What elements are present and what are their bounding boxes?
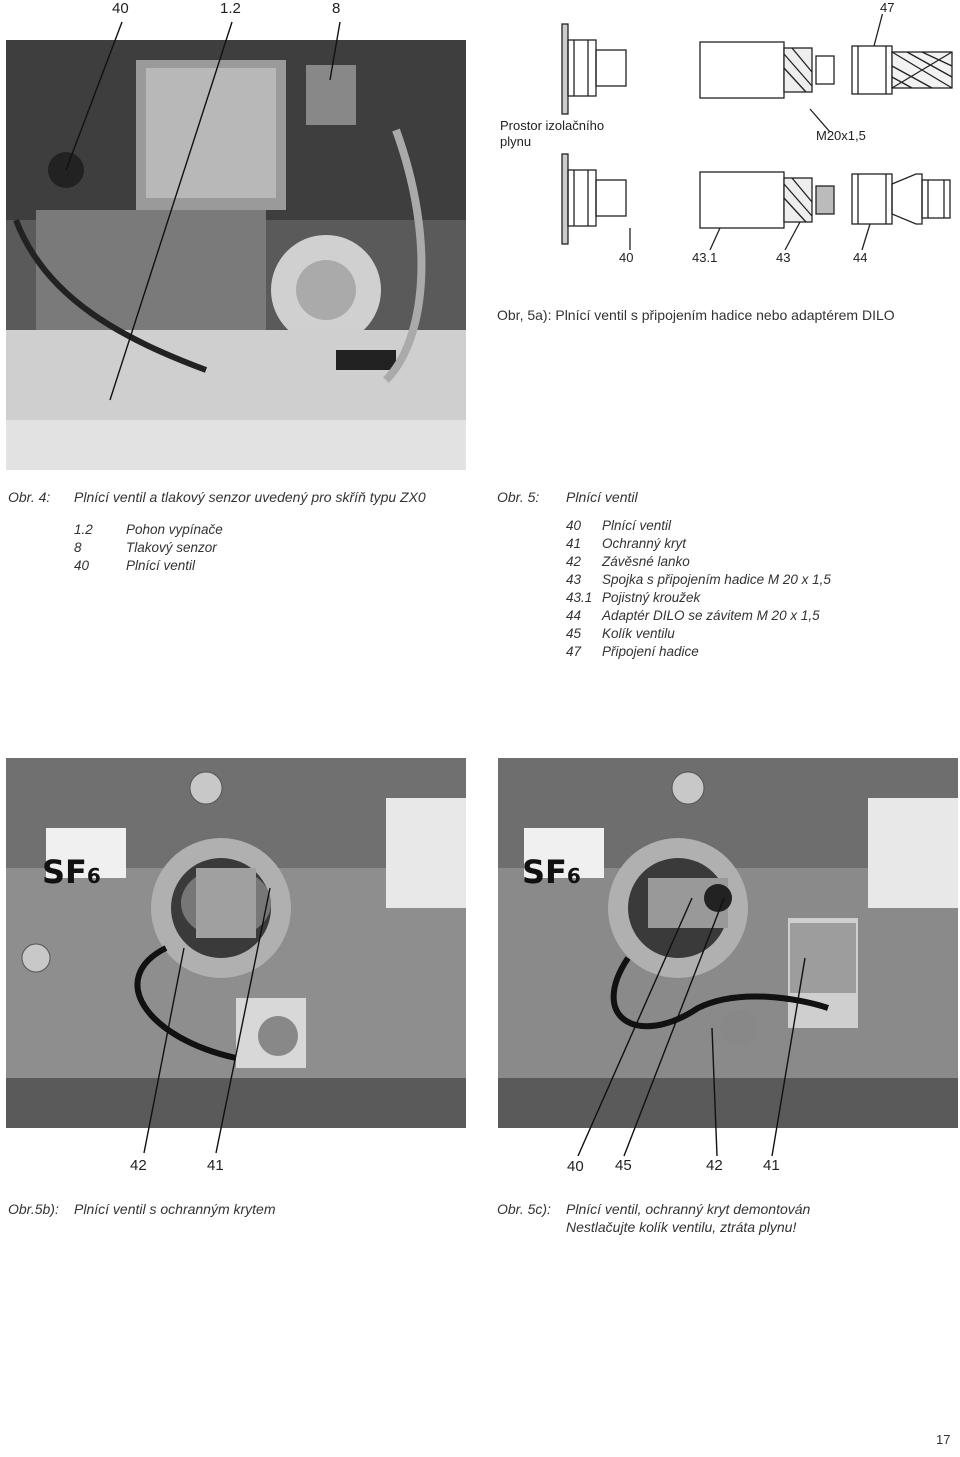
fig5c-caption-line2: Nestlačujte kolík ventilu, ztráta plynu! [566,1219,797,1235]
fig4-callout-8: 8 [332,0,341,17]
legend-num: 47 [566,644,582,659]
fig5a-callout-43-1: 43.1 [692,250,718,265]
fig5-legend [566,517,831,661]
legend-num: 44 [566,608,582,623]
fig4-callout-1-2: 1.2 [220,0,241,17]
fig4-caption-text: Plnící ventil a tlakový senzor uvedený pro skříň typu ZX0 [74,489,426,505]
legend-text: Spojka s připojením hadice M 20 x 1,5 [602,572,831,587]
fig5a-callout-44: 44 [853,250,868,265]
fig4-leader-lines [0,0,480,480]
fig5a-caption: Obr, 5a): Plnící ventil s připojením hadice nebo adaptérem DILO [497,307,895,323]
fig5b-caption-label: Obr.5b): [8,1201,59,1217]
legend-item [74,557,223,575]
page-number: 17 [936,1432,951,1447]
legend-text: Plnící ventil [602,518,672,533]
fig5c-sf6-text: SF [522,853,567,891]
legend-num: 43 [566,572,582,587]
legend-item [566,607,831,625]
legend-text: Adaptér DILO se závitem M 20 x 1,5 [602,608,820,623]
legend-num: 40 [74,558,90,573]
legend-text: Plnící ventil [126,558,196,573]
legend-num: 8 [74,540,82,555]
legend-item [566,643,831,661]
legend-item [566,553,831,571]
legend-text: Pojistný kroužek [602,590,701,605]
fig5c-caption-line1: Plnící ventil, ochranný kryt demontován [566,1201,811,1217]
fig4-caption-label: Obr. 4: [8,489,51,505]
legend-item [74,521,223,539]
fig5a-gas-space-label [500,118,604,150]
fig5c-callout-40: 40 [567,1158,584,1175]
legend-item [566,517,831,535]
fig4-callout-40: 40 [112,0,129,17]
fig5-caption-text: Plnící ventil [566,489,638,505]
fig5b-leader-lines [0,758,480,1158]
legend-item [566,625,831,643]
legend-item [566,571,831,589]
legend-text: Tlakový senzor [126,540,217,555]
fig5a-callout-43: 43 [776,250,791,265]
fig5b-caption-text: Plnící ventil s ochranným krytem [74,1201,276,1217]
fig5a-callout-40: 40 [619,250,634,265]
fig5a-gas-space-line2: plynu [500,134,532,149]
fig5c-callout-41: 41 [763,1157,780,1174]
fig5-caption-label: Obr. 5: [497,489,540,505]
fig5b-sf6-text: SF [42,853,87,891]
fig5a-thread-label: M20x1,5 [816,128,866,143]
legend-num: 1.2 [74,522,93,537]
fig5b-callout-41: 41 [207,1157,224,1174]
legend-num: 40 [566,518,582,533]
fig5c-callout-45: 45 [615,1157,632,1174]
legend-item [74,539,223,557]
fig5a-callout-47: 47 [880,0,895,15]
fig5c-sf6-subscript: 6 [566,864,581,888]
fig5a-gas-space-line1: Prostor izolačního [500,118,605,133]
legend-num: 43.1 [566,590,593,605]
legend-item [566,589,831,607]
legend-num: 42 [566,554,582,569]
legend-text: Pohon vypínače [126,522,223,537]
fig5b-sf6-subscript: 6 [86,864,101,888]
legend-num: 45 [566,626,582,641]
fig5c-caption-label: Obr. 5c): [497,1201,551,1217]
fig5c-leader-lines [480,758,960,1158]
legend-text: Kolík ventilu [602,626,675,641]
legend-num: 41 [566,536,582,551]
legend-text: Připojení hadice [602,644,699,659]
fig4-legend [74,521,223,575]
legend-text: Ochranný kryt [602,536,687,551]
legend-item [566,535,831,553]
fig5c-callout-42: 42 [706,1157,723,1174]
fig5b-callout-42: 42 [130,1157,147,1174]
legend-text: Závěsné lanko [602,554,690,569]
